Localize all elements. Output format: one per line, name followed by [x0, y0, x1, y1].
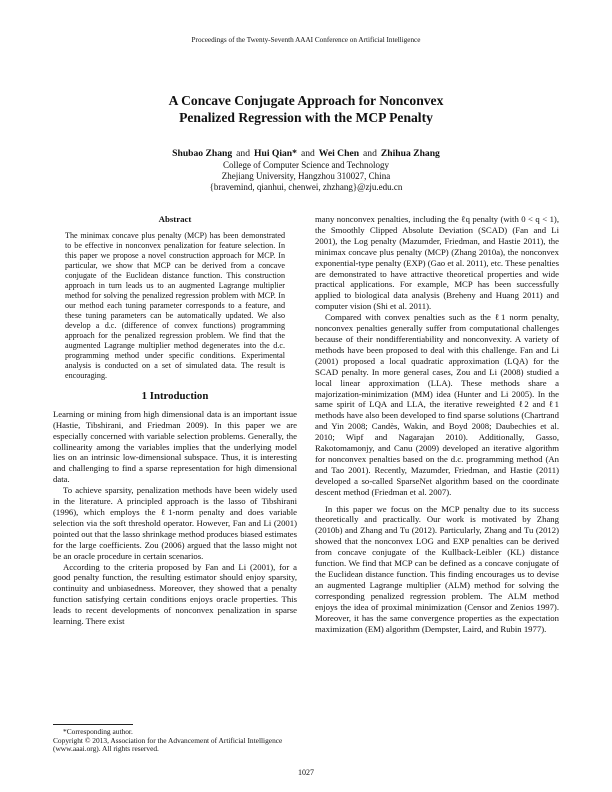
corresponding-author-note: *Corresponding author. — [63, 727, 133, 736]
footnote-rule — [53, 724, 133, 725]
right-paragraph-1: many nonconvex penalties, including the ℓq penalty (with 0 < q < 1), the Smoothly Clipped Absolute Deviation (SCAD) (Fan and Li 2001), the Log penalty (Mazumder, Friedman, and Hastie 2011), the minimax concave plus penalty (MCP) (Zhang 2010a), the nonconvex exponential-type penalty (EXP) (Gao et al. 2011), etc. These penalties are demonstrated to have attractive theoretical properties and wide practical applications. For example, MCP has been successfully applied to biological data analysis (Breheny and Huang 2011) and computer vision (Shi et al. 2011). — [315, 214, 559, 312]
author-and-2: and — [300, 148, 315, 159]
affiliation-univ: Zhejiang University, Hangzhou 310027, China — [221, 171, 391, 181]
author-and-1: and — [236, 148, 251, 159]
footnote — [53, 728, 297, 754]
abstract-body: The minimax concave plus penalty (MCP) has been demonstrated to be effective in nonconvex penalization for feature selection. In this paper we propose a novel construction approach for MCP. In particular, we show that MCP can be derived from a concave conjugate of the Euclidean distance function. This construction approach in turn leads us to an augmented Lagrange multiplier method for solving the penalized regression problem with MCP. In our method each tuning parameter corresponds to a feature, and these tuning parameters can be automatically updated. We also develop a d.c. (difference of convex functions) programming approach for the penalized regression problem. We find that the augmented Lagrange multiplier method degenerates into the d.c. programming method under specific conditions. Experimental analysis is conducted on a set of simulated data. The result is encouraging. — [65, 230, 285, 380]
intro-paragraph-2: To achieve sparsity, penalization methods have been widely used in the literature. A principled approach is the lasso of Tibshirani (1996), which employs the ℓ1-norm penalty and does variable selection via the soft threshold operator. However, Fan and Li (2001) pointed out that the lasso shrinkage method produces biased estimates for the large coefficients. Zou (2006) argued that the lasso might not be an oracle procedure in certain scenarios. — [53, 485, 297, 561]
author-1: Shubao Zhang — [172, 148, 233, 159]
author-list — [60, 148, 552, 160]
right-paragraph-3: In this paper we focus on the MCP penalty due to its success theoretically and practically. Our work is motivated by Zhang (2010b) and Zhang and Tu (2012). Particularly, Zhang and Tu (2012) showed that the nonconvex LOG and EXP penalties can be derived from concave conjugate of the Kullback-Leibler (KL) distance function. We find that MCP can be defined as a concave conjugate of the Euclidean distance function. This finding encourages us to devise an augmented Lagrange multiplier (ALM) method for solving the corresponding penalized regression problem. The ALM method enjoys the idea of proximal minimization (Censor and Zenios 1997). Moreover, it has the same convergence properties as the expectation maximization (EM) algorithm (Dempster, Laird, and Rubin 1977). — [315, 503, 559, 634]
author-and-3: and — [363, 148, 377, 159]
intro-paragraph-1: Learning or mining from high dimensional data is an important issue (Hastie, Tibshirani, and Friedman 2009). In this paper we are especially concerned with variable selection problems. Generally, the collinearity among the variables implies that the underlying model lies on an intrinsic low-dimensional subspace. Thus, it is interesting and challenging to find a sparse representation for high dimensional data. — [53, 408, 297, 485]
paper-title — [60, 92, 552, 126]
left-column — [53, 214, 297, 627]
intro-paragraph-3: According to the criteria proposed by Fan and Li (2001), for a good penalty function, the resulting estimator should enjoy sparsity, continuity and unbiasedness. Moreover, they showed that a penalty function satisfying certain conditions enjoys oracle properties. This leads to recent developments of nonconvex penalization in sparse learning. There exist — [53, 561, 297, 627]
author-3: Wei Chen — [318, 148, 360, 159]
right-column — [315, 214, 559, 634]
author-4: Zhihua Zhang — [380, 148, 440, 159]
running-head: Proceedings of the Twenty-Seventh AAAI Conference on Artificial Intelligence — [191, 36, 421, 44]
introduction-heading: 1 Introduction — [141, 389, 209, 402]
title-line-2: Penalized Regression with the MCP Penalty — [179, 110, 433, 125]
affiliation-dept: College of Computer Science and Technology — [223, 160, 389, 170]
author-2: Hui Qian* — [254, 148, 297, 159]
affiliation-emails: {bravemind, qianhui, chenwei, zhzhang}@zju.edu.cn — [209, 182, 403, 192]
abstract-heading: Abstract — [158, 214, 192, 224]
copyright-notice: Copyright © 2013, Association for the Advancement of Artificial Intelligence (www.aaai.org). All rights reserved. — [53, 735, 283, 754]
right-paragraph-2: Compared with convex penalties such as the ℓ1 norm penalty, nonconvex penalties generally suffer from computational challenges because of their nondifferentiability and nonconvexity. A variety of methods have been proposed to deal with this challenge. Fan and Li (2001) proposed a local quadratic approximation (LQA) for the SCAD penalty. In more general cases, Zou and Li (2008) studied a local linear approximation (LLA). These methods share a majorization-minimization (MM) idea (Hunter and Li 2005). In the same spirit of LQA and LLA, the iterative reweighted ℓ2 and ℓ1 methods have also been developed to find sparse solutions (Chartrand and Yin 2008; Candès, Wakin, and Boyd 2008; Daubechies et al. 2010; Wipf and Nagarajan 2010). Additionally, Gasso, Rakotomamonjy, and Canu (2009) developed an iterative algorithm for nonconvex penalties based on the d.c. programming method (An and Tao 2001). Recently, Mazumder, Friedman, and Hastie (2011) developed a so-called SparseNet algorithm based on the coordinate descent method (Friedman et al. 2007). — [315, 312, 559, 497]
page-number: 1027 — [298, 768, 314, 777]
title-line-1: A Concave Conjugate Approach for Nonconvex — [168, 93, 444, 108]
